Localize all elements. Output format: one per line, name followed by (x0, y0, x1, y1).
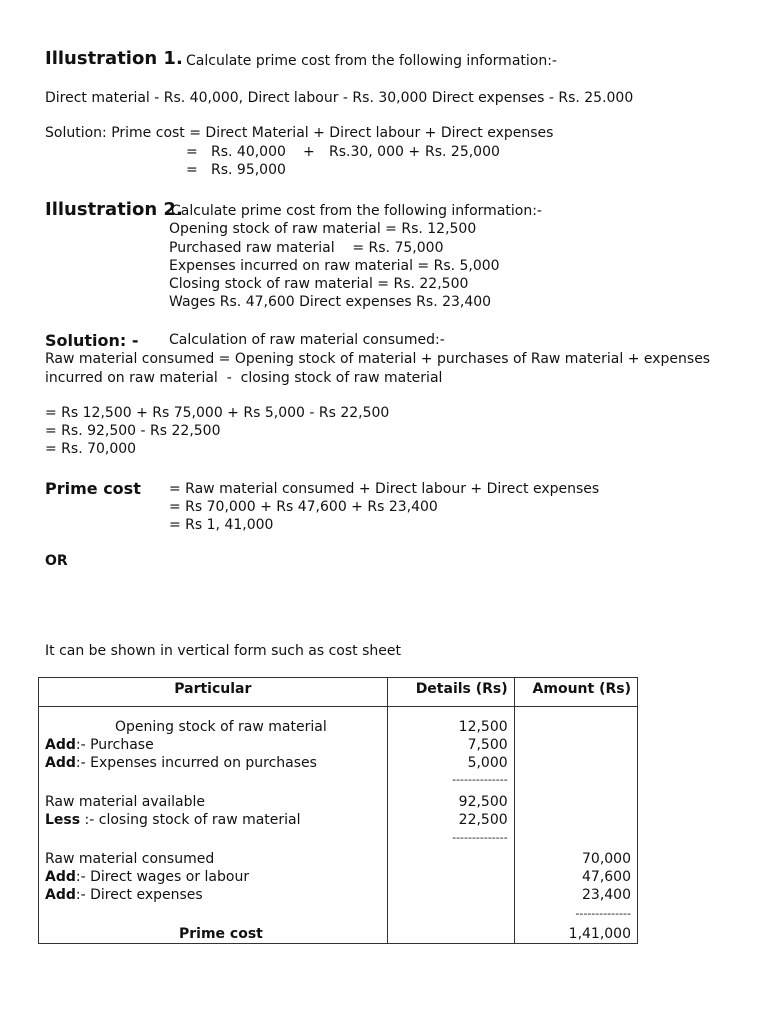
less-keyword: Less (45, 812, 81, 828)
direct-expenses-text: :- Direct expenses (75, 887, 203, 903)
prime-cost-total-label: Prime cost (179, 926, 263, 942)
amount-value: 23,400 (582, 887, 631, 903)
amount-column (514, 707, 637, 944)
raw-available-label: Raw material available (45, 794, 205, 810)
add-keyword: Add (45, 755, 76, 771)
solution-2-step: = Rs. 70,000 (45, 441, 137, 457)
detail-value: 92,500 (458, 794, 508, 810)
add-keyword: Add (45, 737, 76, 753)
prime-cost-label: Prime cost (45, 479, 141, 498)
illustration-2-heading: Illustration 2. (45, 199, 183, 220)
direct-expenses-label (45, 886, 203, 904)
solution-1-formula: Solution: Prime cost = Direct Material + Direct labour + Direct expenses (45, 125, 554, 141)
expenses-purchases-text: :- Expenses incurred on purchases (75, 755, 317, 771)
prime-cost-total-value: 1,41,000 (568, 926, 631, 942)
prime-cost-step: = Raw material consumed + Direct labour + Direct expenses (169, 481, 600, 497)
amount-value: 70,000 (582, 851, 631, 867)
illustration-1-heading: Illustration 1. (45, 48, 183, 69)
add-keyword: Add (45, 887, 76, 903)
solution-2-calc-label: Calculation of raw material consumed:- (169, 332, 445, 348)
closing-stock-text: :- closing stock of raw material (80, 812, 301, 828)
or-label: OR (45, 553, 68, 569)
particular-column (39, 707, 388, 944)
amount-value: 47,600 (582, 869, 631, 885)
solution-2-rm-line-2: incurred on raw material - closing stock of raw material (45, 370, 443, 386)
details-header: Details (Rs) (387, 678, 514, 707)
illustration-2-line: Wages Rs. 47,600 Direct expenses Rs. 23,400 (169, 294, 492, 310)
cost-sheet-body-row (39, 707, 638, 944)
cost-sheet-header-row (39, 678, 638, 707)
dash-separator: -------------- (575, 907, 631, 920)
solution-1-labour: Rs.30, 000 + (329, 144, 421, 160)
cost-sheet-table (38, 677, 638, 944)
closing-stock-label (45, 811, 301, 829)
illustration-2-line: Closing stock of raw material = Rs. 22,500 (169, 276, 469, 292)
illustration-1-data: Direct material - Rs. 40,000, Direct labour - Rs. 30,000 Direct expenses - Rs. 25.000 (45, 90, 634, 106)
detail-value: 5,000 (467, 755, 508, 771)
prime-cost-step: = Rs 1, 41,000 (169, 517, 274, 533)
solution-2-step: = Rs. 92,500 - Rs 22,500 (45, 423, 221, 439)
illustration-2-prompt: Calculate prime cost from the following information:- (171, 203, 542, 219)
illustration-1-prompt: Calculate prime cost from the following information:- (186, 53, 557, 69)
illustration-2-line: Expenses incurred on raw material = Rs. 5,000 (169, 258, 500, 274)
particular-header: Particular (39, 678, 388, 707)
prime-cost-step: = Rs 70,000 + Rs 47,600 + Rs 23,400 (169, 499, 438, 515)
solution-2-rm-line-1: Raw material consumed = Opening stock of material + purchases of Raw material + expenses (45, 351, 711, 367)
details-column (387, 707, 514, 944)
detail-value: 7,500 (467, 737, 508, 753)
illustration-2-line: Purchased raw material = Rs. 75,000 (169, 240, 444, 256)
opening-stock-label: Opening stock of raw material (115, 719, 327, 735)
solution-1-result: Rs. 95,000 (211, 162, 286, 178)
direct-wages-label (45, 868, 249, 886)
purchase-label (45, 736, 154, 754)
detail-value: 12,500 (458, 719, 508, 735)
solution-2-step: = Rs 12,500 + Rs 75,000 + Rs 5,000 - Rs 22,500 (45, 405, 390, 421)
raw-consumed-label: Raw material consumed (45, 851, 215, 867)
solution-1-eq-sign-2: = (186, 162, 198, 178)
direct-wages-text: :- Direct wages or labour (75, 869, 250, 885)
solution-1-plus: + (303, 144, 315, 160)
detail-value: 22,500 (458, 812, 508, 828)
dash-separator: -------------- (452, 773, 508, 786)
solution-1-material: Rs. 40,000 (211, 144, 286, 160)
add-keyword: Add (45, 869, 76, 885)
purchase-text: :- Purchase (75, 737, 154, 753)
illustration-2-line: Opening stock of raw material = Rs. 12,500 (169, 221, 477, 237)
solution-2-heading: Solution: - (45, 331, 139, 350)
solution-1-expenses: Rs. 25,000 (425, 144, 500, 160)
dash-separator: -------------- (452, 831, 508, 844)
vertical-form-intro: It can be shown in vertical form such as cost sheet (45, 643, 401, 659)
solution-1-eq-sign: = (186, 144, 198, 160)
amount-header: Amount (Rs) (514, 678, 637, 707)
expenses-purchases-label (45, 754, 317, 772)
